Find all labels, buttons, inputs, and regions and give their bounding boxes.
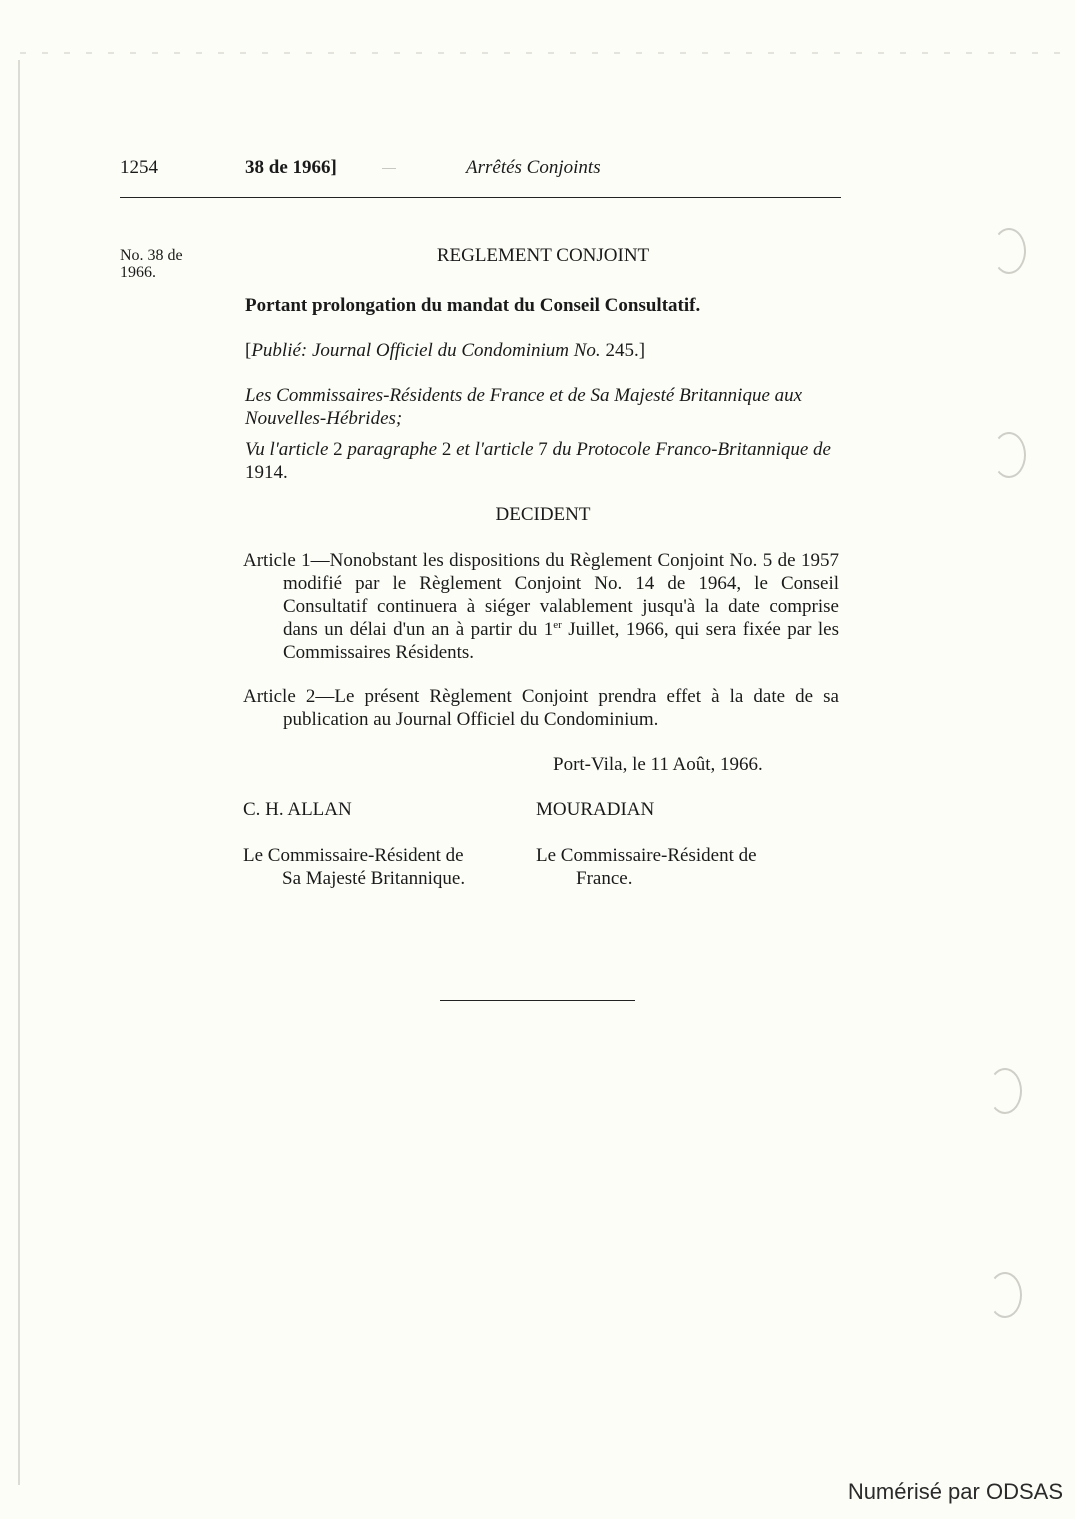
preamble-paragraph-1: Les Commissaires-Résidents de France et de Sa Majesté Britannique aux Nouvelles-Hébrides; bbox=[245, 385, 803, 429]
publication-bracket: [ bbox=[245, 340, 252, 361]
header-dash bbox=[382, 168, 396, 169]
publication-number: 245.] bbox=[600, 340, 646, 361]
article-1-superscript: er bbox=[553, 619, 562, 631]
signatory-left-name: C. H. ALLAN bbox=[243, 799, 352, 820]
signatory-right-title-line2: France. bbox=[576, 868, 633, 889]
publication-note bbox=[245, 339, 841, 362]
publication-label: Publié: Journal Officiel du Condominium No. bbox=[251, 340, 601, 361]
preamble-year: 1914. bbox=[245, 462, 288, 483]
scan-dust bbox=[20, 52, 1060, 54]
margin-note-line1: No. 38 de bbox=[120, 247, 183, 264]
punch-hole-mark bbox=[988, 1272, 1022, 1318]
document-heading: REGLEMENT CONJOINT bbox=[436, 245, 650, 266]
preamble-text: et l'article bbox=[456, 439, 534, 460]
article-1-text-end: Juillet, 1966, qui sera fixée par les Commissaires Résidents. bbox=[283, 619, 839, 663]
article-1-text: Article 1—Nonobstant les dispositions du Règlement Conjoint No. 5 de 1957 modifié par le Règlement Conjoint No. 14 de 1964, le Conseil Consultatif continuera à siéger valablement jusqu'à la date comprise dans un délai d'un an à partir du 1 bbox=[243, 550, 839, 640]
closing-rule bbox=[440, 1000, 635, 1001]
decision-heading: DECIDENT bbox=[495, 504, 591, 525]
place-date: Port-Vila, le 11 Août, 1966. bbox=[553, 754, 763, 775]
preamble-number: 2 bbox=[437, 439, 457, 460]
signatory-right-name: MOURADIAN bbox=[536, 799, 655, 820]
page-number: 1254 bbox=[120, 157, 158, 178]
margin-note bbox=[120, 247, 210, 281]
signatory-left-title-line2: Sa Majesté Britannique. bbox=[282, 868, 466, 889]
punch-hole-mark bbox=[992, 432, 1026, 478]
preamble-number: 2 bbox=[328, 439, 348, 460]
preamble-text: du Protocole Franco-Britannique de bbox=[552, 439, 831, 460]
article-1 bbox=[243, 549, 839, 664]
document-subheading: Portant prolongation du mandat du Conseil Consultatif. bbox=[245, 295, 701, 316]
preamble-text: paragraphe bbox=[347, 439, 438, 460]
article-2: Article 2—Le présent Règlement Conjoint prendra effet à la date de sa publication au Journal Officiel du Condominium. bbox=[243, 686, 839, 730]
punch-hole-mark bbox=[992, 228, 1026, 274]
header-title: Arrêtés Conjoints bbox=[466, 157, 601, 178]
preamble-text: Vu l'article bbox=[245, 439, 329, 460]
signatory-right-title-line1: Le Commissaire-Résident de bbox=[536, 845, 757, 866]
digitization-watermark: Numérisé par ODSAS bbox=[847, 1479, 1063, 1504]
header-rule bbox=[120, 197, 841, 198]
page-edge-line bbox=[18, 60, 20, 1485]
punch-hole-mark bbox=[988, 1068, 1022, 1114]
preamble-number: 7 bbox=[533, 439, 553, 460]
preamble-paragraph-2 bbox=[245, 438, 841, 484]
signatory-left-title-line1: Le Commissaire-Résident de bbox=[243, 845, 464, 866]
header-reference: 38 de 1966] bbox=[245, 157, 337, 178]
margin-note-line2: 1966. bbox=[120, 264, 156, 281]
